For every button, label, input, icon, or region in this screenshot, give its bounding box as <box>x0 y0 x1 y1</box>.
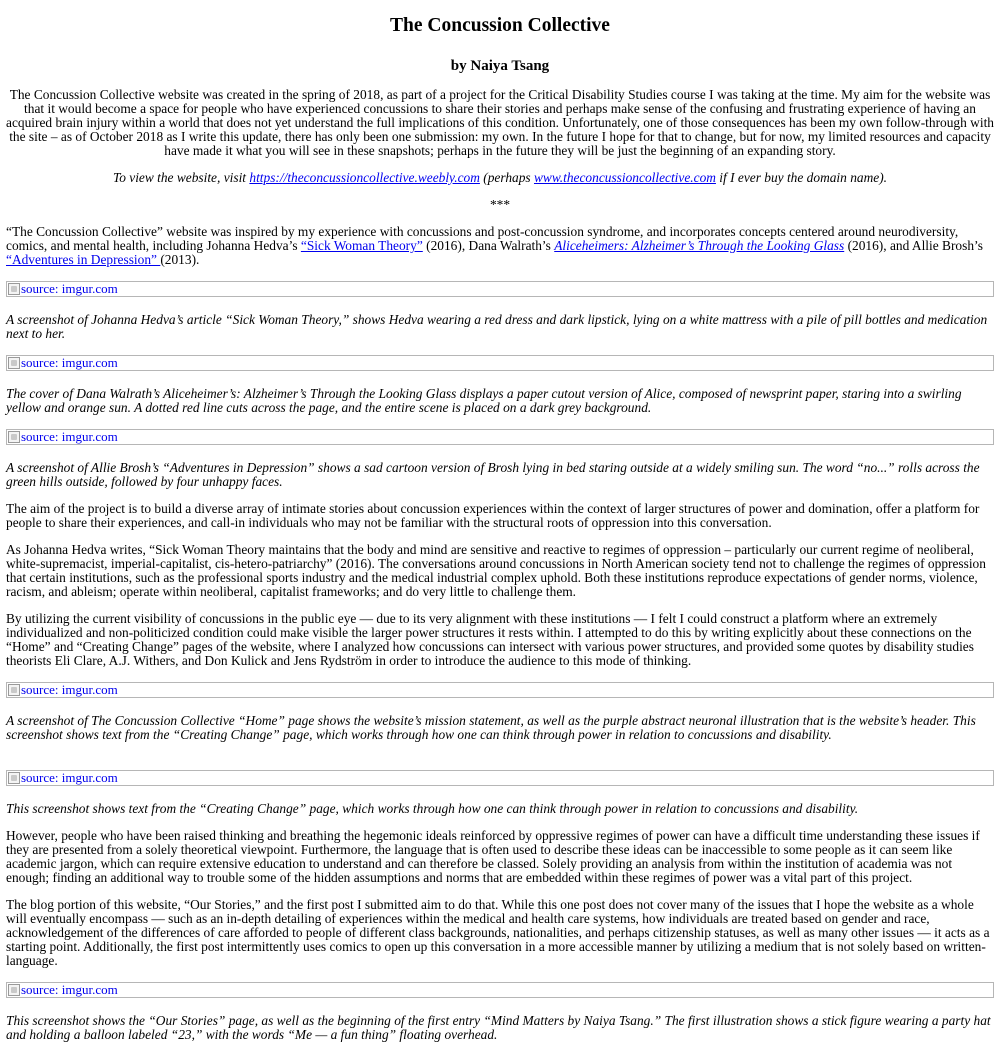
caption-our-stories: This screenshot shows the “Our Stories” page, as well as the beginning of the first entry “Mind Matters by Naiya Tsang.” The first illustration shows a stick figure wearing a party hat and holding a balloon labeled “23,” with the words “Me — a fun thing” floating overhead. <box>6 1013 991 1042</box>
image-alt-text: source: imgur.com <box>21 770 118 785</box>
broken-image-icon <box>8 283 20 295</box>
sick-woman-theory-link[interactable]: “Sick Woman Theory” <box>300 238 423 253</box>
separator: *** <box>489 197 511 212</box>
caption-adventures-in-depression: A screenshot of Allie Brosh’s “Adventures in Depression” shows a sad cartoon version of Brosh lying in bed staring outside at a widely smiling sun. The word “no...” rolls across the green hills outside, followed by four unhappy faces. <box>6 460 980 489</box>
visit-line <box>6 171 994 185</box>
broken-image-icon <box>8 772 20 784</box>
image-creating-change[interactable] <box>6 770 994 786</box>
body-paragraph-visibility: By utilizing the current visibility of concussions in the public eye — due to its very alignment with these institutions — I felt I could construct a platform where an extremely individualized and non-politicized condition could make visible the larger power structures it rests within. I attempted to do this by writing explicitly about these connections on the “Home” and “Creating Change” pages of the website, where I analyzed how concussions can intersect with various power structures, and provided some quotes by disability studies theorists Eli Clare, A.J. Withers, and Don Kulick and Jens Rydström in order to introduce the audience to this mode of thinking. <box>6 611 974 668</box>
image-our-stories[interactable] <box>6 982 994 998</box>
image-alt-text: source: imgur.com <box>21 682 118 697</box>
caption-sick-woman-theory: A screenshot of Johanna Hedva’s article “Sick Woman Theory,” shows Hedva wearing a red dress and dark lipstick, lying on a white mattress with a pile of pill bottles and medication next to her. <box>6 312 988 341</box>
image-alt-text: source: imgur.com <box>21 982 118 997</box>
visit-middle: (perhaps <box>479 170 534 185</box>
body-paragraph-blog: The blog portion of this website, “Our Stories,” and the first post I submitted aim to do that. While this one post does not cover many of the issues that I hope the website as a whole will eventually encompass — such as an in-depth detailing of experiences within the medical and health care systems, how individuals are treated based on gender and race, acknowledgement of the differences of care afforded to people of different class backgrounds, nationalities, and perhaps citizenship statuses, as well as many other issues — it acts as a starting point. Additionally, the first post intermittently uses comics to open up this conversation in a more accessible manner by utilizing a medium that is not solely based on written-language. <box>6 897 990 968</box>
intro-paragraph: The Concussion Collective website was created in the spring of 2018, as part of a project for the Critical Disability Studies course I was taking at the time. My aim for the website was that it would become a space for people who have experienced concussions to share their stories and perhaps make sense of the confusing and frustrating experience of having an acquired brain injury within a world that does not yet understand the full implications of this condition. Unfortunately, one of those consequences has been my own follow-through with the site – as of October 2018 as I write this update, there has only been one submission: my own. In the future I hope for that to change, but for now, my limited resources and capacity have made it what you will see in these snapshots; perhaps in the future they will be just the beginning of an expanding story. <box>6 87 994 158</box>
image-home-page[interactable] <box>6 682 994 698</box>
body-paragraph-aim: The aim of the project is to build a diverse array of intimate stories about concussion experiences within the context of larger structures of power and domination, offer a platform for people to share their experiences, and call-in individuals who may not be familiar with the structural roots of oppression into this conversation. <box>6 501 980 530</box>
article <box>0 16 1000 1042</box>
inspiration-text-1: “The Concussion Collective” website was inspired by my experience with concussions and post-concussion syndrome, and incorporates concepts centered around neurodiversity, comics, and mental health, including Johanna Hedva’s <box>6 224 959 253</box>
image-alt-text: source: imgur.com <box>21 355 118 370</box>
image-alt-text: source: imgur.com <box>21 281 118 296</box>
inspiration-paragraph <box>6 225 994 267</box>
image-aliceheimers[interactable] <box>6 355 994 371</box>
broken-image-icon <box>8 984 20 996</box>
domain-link[interactable]: www.theconcussioncollective.com <box>533 170 716 185</box>
image-adventures-in-depression[interactable] <box>6 429 994 445</box>
body-paragraph-hegemonic: However, people who have been raised thinking and breathing the hegemonic ideals reinforced by oppressive regimes of power can have a difficult time understanding these issues if they are presented from a solely theoretical viewpoint. Furthermore, the language that is often used to describe these ideas can be inaccessible to some people as it can seem like academic jargon, which can require extensive education to understand and can therefore be classed. Solely providing an analysis from within the institution of academia was not enough; finding an additional way to trouble some of the hidden assumptions and norms that are embedded within these regimes of power was a vital part of this project. <box>6 828 980 885</box>
broken-image-icon <box>8 431 20 443</box>
inspiration-text-2: (2016), Dana Walrath’s <box>422 238 555 253</box>
caption-aliceheimers: The cover of Dana Walrath’s Aliceheimer’s: Alzheimer’s Through the Looking Glass displays a paper cutout version of Alice, composed of newsprint paper, staring into a swirling yellow and orange sun. A dotted red line cuts across the page, and the entire scene is placed on a dark grey background. <box>6 386 962 415</box>
author-byline: by Naiya Tsang <box>450 58 550 74</box>
broken-image-icon <box>8 684 20 696</box>
page-title: The Concussion Collective <box>390 15 610 36</box>
caption-creating-change: This screenshot shows text from the “Creating Change” page, which works through how one can think through power in relation to concussions and disability. <box>6 801 859 816</box>
aliceheimers-link[interactable]: Aliceheimers: Alzheimer’s Through the Looking Glass <box>554 238 845 253</box>
caption-home-page: A screenshot of The Concussion Collective “Home” page shows the website’s mission statement, as well as the purple abstract neuronal illustration that is the website’s header. This screenshot shows text from the “Creating Change” page, which works through how one can think through power in relation to concussions and disability. <box>6 713 976 742</box>
image-alt-text: source: imgur.com <box>21 429 118 444</box>
image-sick-woman-theory[interactable] <box>6 281 994 297</box>
visit-prefix: To view the website, visit <box>112 170 250 185</box>
body-paragraph-hedva: As Johanna Hedva writes, “Sick Woman Theory maintains that the body and mind are sensitive and reactive to regimes of oppression – particularly our current regime of neoliberal, white-supremacist, imperial-capitalist, cis-hetero-patriarchy” (2016). The conversations around concussions in North American society tend not to challenge the regimes of oppression that certain institutions, such as the professional sports industry and the medical industrial complex uphold. Both these institutions reproduce expectations of gender norms, violence, racism, and ableism; operate within neoliberal, capitalist frameworks; and do very little to challenge them. <box>6 542 986 599</box>
visit-suffix: if I ever buy the domain name). <box>715 170 888 185</box>
weebly-link[interactable]: https://theconcussioncollective.weebly.com <box>249 170 480 185</box>
inspiration-text-4: (2013). <box>160 252 200 267</box>
inspiration-text-3: (2016), and Allie Brosh’s <box>844 238 983 253</box>
broken-image-icon <box>8 357 20 369</box>
adventures-in-depression-link[interactable]: “Adventures in Depression” <box>6 252 161 267</box>
